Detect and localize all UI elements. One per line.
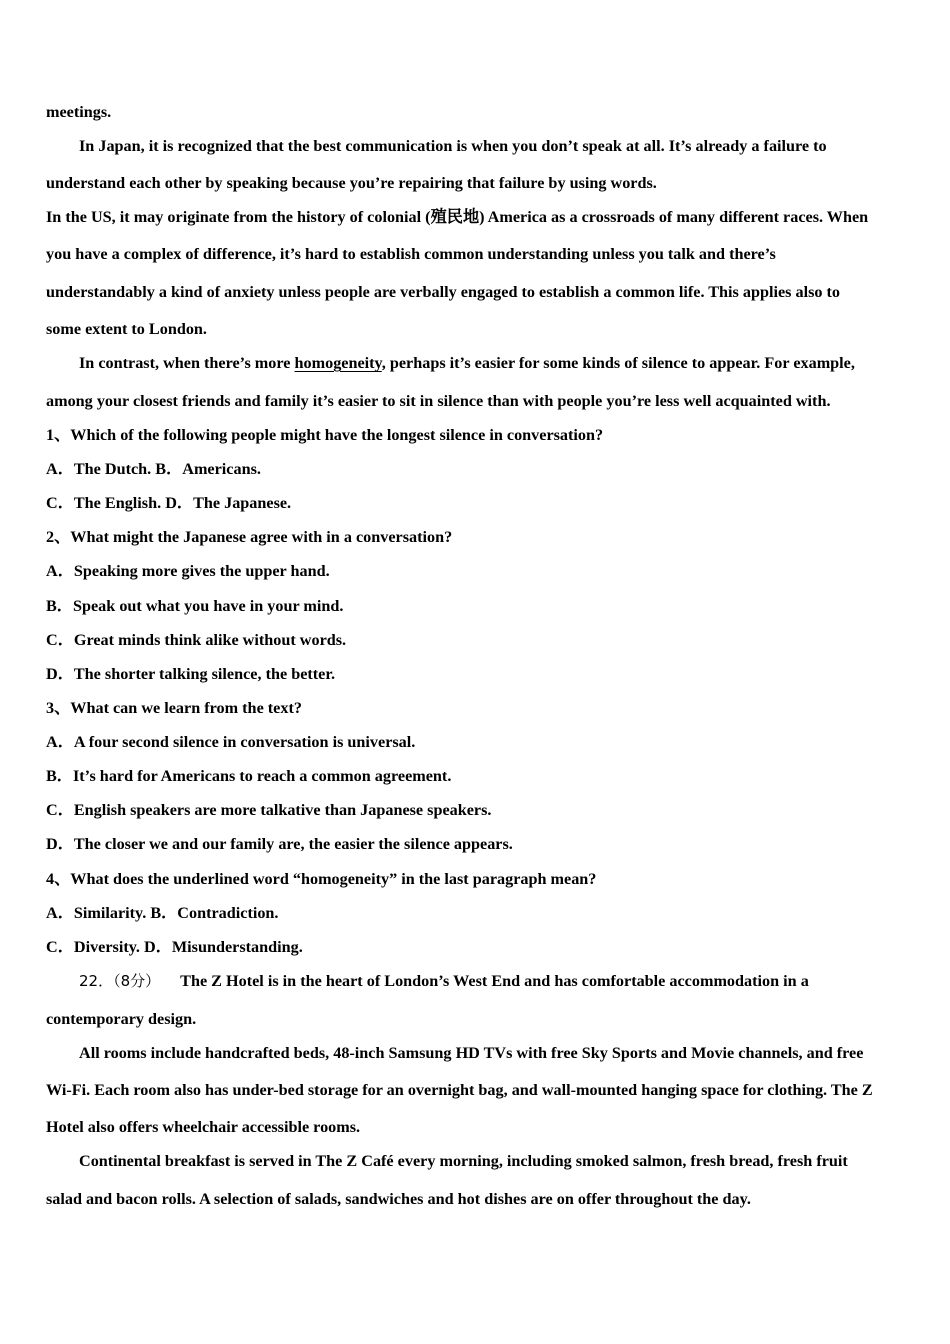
question-1-options-cd: C．The English. D．The Japanese. bbox=[46, 494, 292, 512]
hotel-breakfast-line-2: salad and bacon rolls. A selection of salads, sandwiches and hot dishes are on offer throughout the day. bbox=[46, 1190, 751, 1208]
question-4-options-ab: A．Similarity. B．Contradiction. bbox=[46, 904, 279, 922]
question-3-option-c: C．English speakers are more talkative than Japanese speakers. bbox=[46, 801, 492, 819]
section-22-line-1 bbox=[79, 971, 809, 991]
question-2-option-d: D．The shorter talking silence, the better. bbox=[46, 665, 336, 683]
question-2-stem: 2、What might the Japanese agree with in a conversation? bbox=[46, 528, 453, 546]
question-1-options-ab: A．The Dutch. B．Americans. bbox=[46, 460, 261, 478]
question-2-option-c: C．Great minds think alike without words. bbox=[46, 631, 347, 649]
question-4-options-cd: C．Diversity. D．Misunderstanding. bbox=[46, 938, 303, 956]
hotel-rooms-line-3: Hotel also offers wheelchair accessible rooms. bbox=[46, 1118, 361, 1136]
hotel-rooms-line-2: Wi-Fi. Each room also has under-bed storage for an overnight bag, and wall-mounted hanging space for clothing. The Z bbox=[46, 1081, 873, 1099]
contrast-text-before: In contrast, when there’s more bbox=[79, 354, 295, 372]
section-22-header: 22．（8分） bbox=[79, 972, 161, 990]
question-3-option-a: A．A four second silence in conversation is universal. bbox=[46, 733, 416, 751]
paragraph-us-line-4: some extent to London. bbox=[46, 320, 207, 338]
question-1-stem: 1、Which of the following people might have the longest silence in conversation? bbox=[46, 426, 604, 444]
paragraph-japan-line-2: understand each other by speaking because you’re repairing that failure by using words. bbox=[46, 174, 657, 192]
question-4-stem: 4、What does the underlined word “homogeneity” in the last paragraph mean? bbox=[46, 870, 597, 888]
paragraph-us-line-3: understandably a kind of anxiety unless people are verbally engaged to establish a common life. This applies also to bbox=[46, 283, 841, 301]
question-2-option-b: B．Speak out what you have in your mind. bbox=[46, 597, 344, 615]
hotel-rooms-line-1: All rooms include handcrafted beds, 48-inch Samsung HD TVs with free Sky Sports and Movie channels, and free bbox=[79, 1044, 864, 1062]
question-3-option-d: D．The closer we and our family are, the easier the silence appears. bbox=[46, 835, 513, 853]
paragraph-contrast-line-1 bbox=[79, 353, 855, 373]
underlined-word: homogeneity bbox=[294, 354, 382, 372]
hotel-breakfast-line-1: Continental breakfast is served in The Z Café every morning, including smoked salmon, fresh bread, fresh fruit bbox=[79, 1152, 848, 1170]
paragraph-end-line: meetings. bbox=[46, 103, 112, 121]
paragraph-us-line-1: In the US, it may originate from the history of colonial (殖民地) America as a crossroads of many different races. When bbox=[46, 208, 869, 226]
section-22-intro-line-2: contemporary design. bbox=[46, 1010, 197, 1028]
question-3-stem: 3、What can we learn from the text? bbox=[46, 699, 302, 717]
paragraph-us-line-2: you have a complex of difference, it’s hard to establish common understanding unless you talk and there’s bbox=[46, 245, 776, 263]
paragraph-japan-line-1: In Japan, it is recognized that the best communication is when you don’t speak at all. It’s already a failure to bbox=[79, 137, 827, 155]
contrast-text-after: , perhaps it’s easier for some kinds of silence to appear. For example, bbox=[381, 354, 855, 372]
paragraph-contrast-line-2: among your closest friends and family it’s easier to sit in silence than with people you’re less well acquainted with. bbox=[46, 392, 831, 410]
question-3-option-b: B．It’s hard for Americans to reach a common agreement. bbox=[46, 767, 452, 785]
section-22-intro-line-1: The Z Hotel is in the heart of London’s West End and has comfortable accommodation in a bbox=[180, 972, 809, 990]
question-2-option-a: A．Speaking more gives the upper hand. bbox=[46, 562, 330, 580]
